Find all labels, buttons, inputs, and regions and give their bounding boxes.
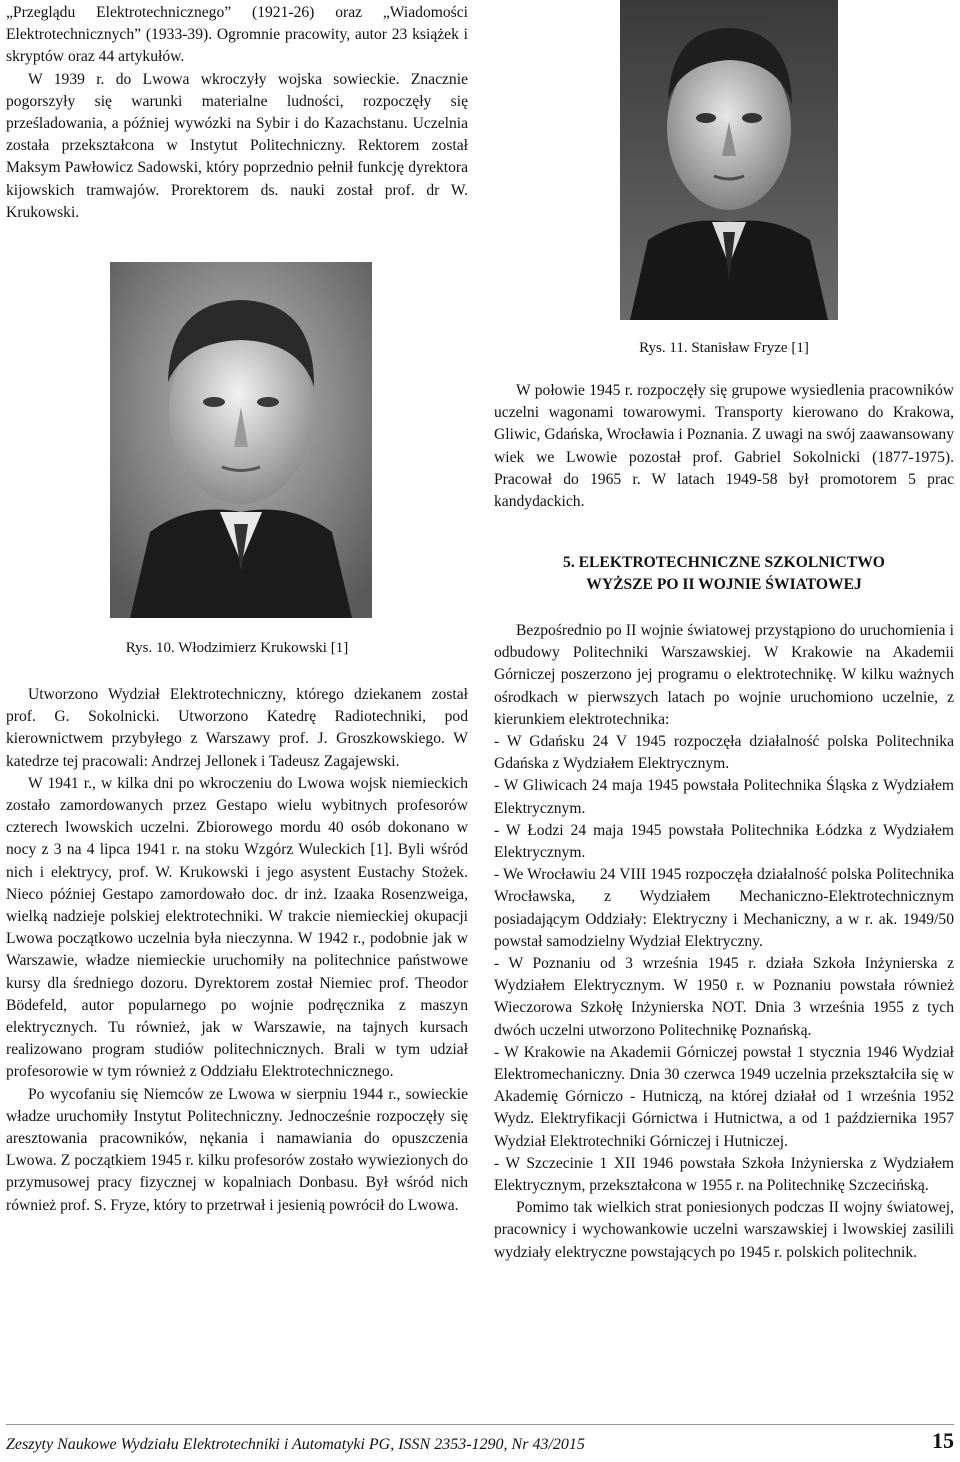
paragraph-continued: „Przeglądu Elektrotechnicznego” (1921-26) oraz „Wiadomości Elektrotechnicznych” (1933-39). Ogromnie pracowity, autor 23 książek i skryptów oraz 44 artykułów.	[6, 4, 468, 66]
paragraph-soviet-occupation: W 1939 r. do Lwowa wkroczyły wojska sowieckie. Znacznie pogorszyły się warunki materialne ludności, rozpoczęły się prześladowania, a później wywózki na Sybir i do Kazachstanu. Uczelnia została przekształcona w Instytut Politechniczny. Rektorem został Maksym Pawłowicz Sadowski, który poprzednio pełnił funkcję dyrektora kijowskich tramwajów. Prorektorem ds. nauki został prof. dr W. Krukowski.	[6, 70, 468, 221]
paragraph-postwar: Bezpośrednio po II wojnie światowej przystąpiono do uruchomienia i odbudowy Politechniki Warszawskiej. W Krakowie na Akademii Górniczej poszerzono jej programu o elektrotechnikę. W kilku ważnych ośrodkach w pierwszych latach po wojnie uruchomiono uczelnie, z kierunkiem elektrotechnika:	[494, 622, 954, 728]
left-bottom-column	[6, 684, 468, 1217]
figure-10-caption: Rys. 10. Włodzimierz Krukowski [1]	[125, 640, 349, 656]
section-heading-line1: 5. ELEKTROTECHNICZNE SZKOLNICTWO	[563, 554, 885, 571]
footer-divider	[6, 1424, 954, 1425]
photo-wlodzimierz-krukowski	[110, 262, 372, 618]
paragraph-conclusion: Pomimo tak wielkich strat poniesionych podczas II wojny światowej, pracownicy i wychowankowie uczelni warszawskiej i lwowskiej zasilili wydziały elektryczne powstających po 1945 r. polskich politechnik.	[494, 1199, 954, 1261]
section-heading	[494, 552, 954, 596]
paragraph-1944: Po wycofaniu się Niemców ze Lwowa w sierpniu 1944 r., sowieckie władze uruchomiły Instytut Politechniczny. Jednocześnie rozpoczęły się aresztowania pracowników, nękania i namawiania do opuszczenia Lwowa. Z początkiem 1945 r. kilku profesorów zostało wywiezionych do przymusowej pracy fizycznej w kopalniach Donbasu. Był wśród nich również prof. S. Fryze, który to przetrwał i jesienią powrócił do Lwowa.	[6, 1085, 468, 1214]
right-mid-column	[494, 380, 954, 513]
footer-journal-text: Zeszyty Naukowe Wydziału Elektrotechniki i Automatyki PG, ISSN 2353-1290, Nr 43/2015	[6, 1436, 585, 1453]
list-item-gliwice: - W Gliwicach 24 maja 1945 powstała Politechnika Śląska z Wydziałem Elektrycznym.	[494, 777, 954, 817]
paragraph-1945-relocation: W połowie 1945 r. rozpoczęły się grupowe wysiedlenia pracowników uczelni wagonami towarowymi. Transporty kierowano do Krakowa, Gliwic, Gdańska, Wrocławia i Poznania. Z uwagi na swój zaawansowany wiek we Lwowie pozostał prof. Gabriel Sokolnicki (1877-1975). Pracował do 1965 r. W latach 1949-58 był promotorem 5 prac kandydackich.	[494, 382, 954, 511]
section-heading-line2: WYŻSZE PO II WOJNIE ŚWIATOWEJ	[586, 576, 862, 593]
page-number: 15	[932, 1428, 954, 1453]
portrait-krukowski-image	[110, 262, 372, 618]
list-item-gdansk: - W Gdańsku 24 V 1945 rozpoczęła działalność polska Politechnika Gdańska z Wydziałem Elektrycznym.	[494, 733, 954, 773]
paragraph-1941: W 1941 r., w kilka dni po wkroczeniu do Lwowa wojsk niemieckich zostało zamordowanych przez Gestapo wielu wybitnych profesorów czterech lwowskich uczelni. Zbiorowego mordu 40 osób dokonano w nocy z 3 na 4 lipca 1941 r. na stoku Wzgórz Wuleckich [1]. Byli wśród nich i elektrycy, prof. W. Krukowski i jego asystent Eustachy Stożek. Nieco później Gestapo zamordowało doc. dr inż. Izaaka Rosenzweiga, wielką nadzieje polskiej elektrotechniki. W trakcie niemieckiej okupacji Lwowa początkowo uczelnia była nieczynna. W 1942 r., podobnie jak w Warszawie, władze niemieckie uruchomiły na politechnice państwowe kursy dla średniego dozoru. Dyrektorem został Niemiec prof. Theodor Bödefeld, autor popularnego po wojnie podręcznika z maszyn elektrycznych. Tu również, jak w Warszawie, na tajnych kursach realizowano program studiów politechnicznych. Brali w tym udział profesorowie w tym również z Oddziału Elektrotechnicznego.	[6, 774, 468, 1081]
list-item-wroclaw: - We Wrocławiu 24 VIII 1945 rozpoczęła działalność polska Politechnika Wrocławska, z Wydziałem Mechaniczno-Elektrotechnicznym posiadającym Oddziały: Elektryczny i Mechaniczny, a w r. ak. 1949/50 powstał samodzielny Wydział Elektryczny.	[494, 866, 954, 950]
left-top-column	[6, 2, 468, 224]
photo-stanislaw-fryze	[620, 0, 838, 320]
figure-11-caption: Rys. 11. Stanisław Fryze [1]	[639, 340, 809, 356]
portrait-fryze-image	[620, 0, 838, 320]
list-item-lodz: - W Łodzi 24 maja 1945 powstała Politechnika Łódzka z Wydziałem Elektrycznym.	[494, 821, 954, 862]
page-footer	[6, 1428, 954, 1458]
list-item-szczecin: - W Szczecinie 1 XII 1946 powstała Szkoła Inżynierska z Wydziałem Elektrycznym, przekształcona w 1955 r. na Politechnikę Szczecińską.	[494, 1154, 954, 1195]
paragraph-faculty: Utworzono Wydział Elektrotechniczny, którego dziekanem został prof. G. Sokolnicki. Utworzono Katedrę Radiotechniki, pod kierownictwem przybyłego z Warszawy prof. J. Groszkowskiego. W katedrze tej pracowali: Andrzej Jellonek i Tadeusz Zagajewski.	[6, 686, 468, 770]
right-bottom-column	[494, 620, 954, 1264]
list-item-krakow: - W Krakowie na Akademii Górniczej powstał 1 stycznia 1946 Wydział Elektromechaniczny. Dnia 30 czerwca 1949 uczelnia przekształciła się w Akademię Górniczo - Hutniczą, na której działał od 1 września 1952 Wydz. Elektryfikacji Górnictwa i Hutnictwa, a od 1 października 1957 Wydział Elektrotechniki Górniczej i Hutniczej.	[494, 1043, 954, 1150]
list-item-poznan: - W Poznaniu od 3 września 1945 r. działa Szkoła Inżynierska z Wydziałem Elektrycznym. W 1950 r. w Poznaniu powstała również Wieczorowa Szkołę Inżynierska NOT. Dnia 3 września 1955 z tych dwóch uczelni utworzono Politechnikę Poznańską.	[494, 955, 954, 1039]
